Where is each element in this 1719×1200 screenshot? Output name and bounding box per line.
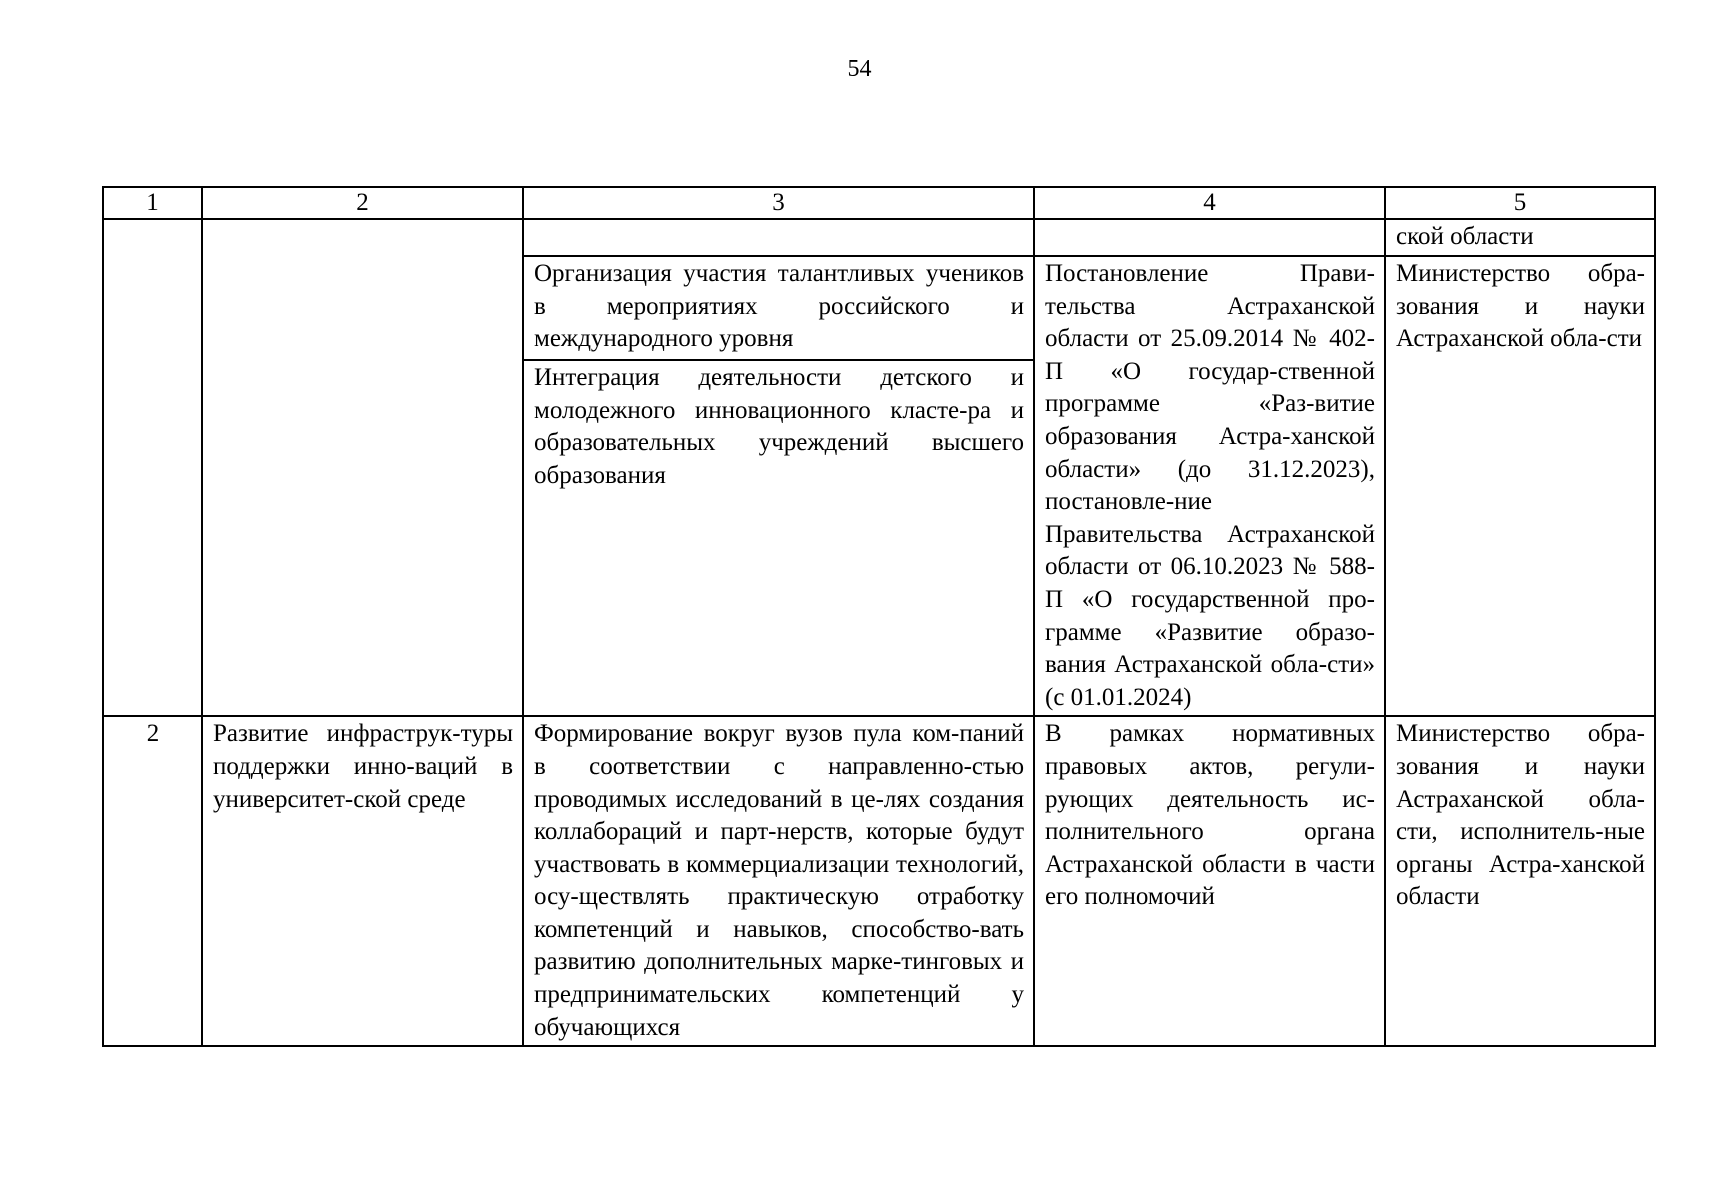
cell-row2-number: 2 (103, 716, 202, 1046)
cell-row2-direction: Развитие инфраструк-туры поддержки инно-ваций в университет-ской среде (202, 716, 523, 1046)
table-header-row (103, 187, 1655, 219)
cell-continuation-col4 (1034, 219, 1385, 256)
cell-activity-cluster-integration (523, 360, 1034, 493)
cell-activity-empty-tail (523, 493, 1034, 716)
cell-row1-direction (202, 219, 523, 716)
cell-activity-talented-students (523, 256, 1034, 360)
cell-row1-number (103, 219, 202, 716)
table-row-2 (103, 716, 1655, 1046)
cell-continuation-col5: ской области (1385, 219, 1655, 256)
column-header-3: 3 (523, 187, 1034, 219)
activity-text: Организация участия талантливых учеников в мероприятиях российского и международного уровня (534, 260, 1024, 353)
cell-continuation-col3 (523, 219, 1034, 256)
column-header-5: 5 (1385, 187, 1655, 219)
page-number: 54 (847, 56, 872, 82)
document-table (102, 186, 1656, 1047)
column-header-2: 2 (202, 187, 523, 219)
column-header-4: 4 (1034, 187, 1385, 219)
cell-responsible: Министерство обра-зования и науки Астраханской обла-сти (1385, 256, 1655, 716)
cell-row2-activity: Формирование вокруг вузов пула ком-паний в соответствии с направленно-стью проводимых исследований в це-лях создания коллабораций и парт-нерств, которые будут участвовать в коммерциализации технологий, осу-ществлять практическую отработку компетенций и навыков, способство-вать развитию дополнительных марке-тинговых и предпринимательских компетенций у обучающихся (523, 716, 1034, 1046)
table-row-continuation (103, 219, 1655, 256)
cell-row2-legal-acts: В рамках нормативных правовых актов, регули-рующих деятельность ис-полнительного органа Астраханской области в части его полномочий (1034, 716, 1385, 1046)
cell-row2-responsible: Министерство обра-зования и науки Астраханской обла-сти, исполнитель-ные органы Астра-ханской области (1385, 716, 1655, 1046)
cell-legal-acts: Постановление Прави-тельства Астраханской области от 25.09.2014 № 402-П «О государ-ственной программе «Раз-витие образования Астра-ханской области» (до 31.12.2023), постановле-ние Правительства Астраханской области от 06.10.2023 № 588-П «О государственной про-грамме «Развитие образо-вания Астраханской обла-сти» (с 01.01.2024) (1034, 256, 1385, 716)
activity-text: Интеграция деятельности детского и молодежного инновационного класте-ра и образовательных учреждений высшего образования (534, 363, 1024, 489)
column-header-1: 1 (103, 187, 202, 219)
